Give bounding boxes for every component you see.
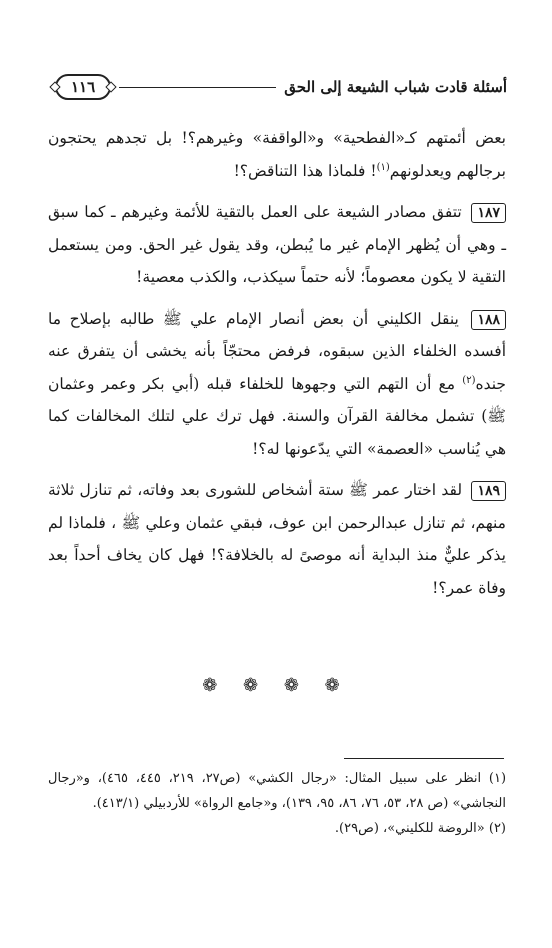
footnote-2: (٢) «الروضة للكليني»، (ص٢٩). [334,821,506,836]
page-header [55,70,507,104]
paragraph-text: مع أن التهم التي وجهوها للخلفاء قبله (أبي بكر وعمر وعثمان ﷺ) تشمل مخالفة القرآن والسنة. فهل ترك علي لتلك المخالفات كما هي يُناسب «العصمة» التي يدّعونها له؟! [48,374,506,458]
question-number-badge: ١٨٨ [471,310,506,330]
running-title: أسئلة قادت شباب الشيعة إلى الحق [284,78,507,96]
paragraph-text: لقد اختار عمر ﷺ ستة أشخاص للشورى بعد وفاته، ثم تنازل ثلاثة منهم، ثم تنازل عبدالرحمن ابن عوف، فبقي عثمان وعلي ﷺ ، فلماذا لم يذكر عليٌّ منذ البداية أنه موصىً له بالخلافة؟! فهل كان يخاف أحداً بعد وفاة عمر؟! [48,481,506,597]
header-rule [119,87,276,88]
footnote-ref: (١) [376,161,390,173]
question-187 [48,196,506,294]
paragraph-text: تتفق مصادر الشيعة على العمل بالتقية للأئمة وغيرهم ـ كما سبق ـ وهي أن يُظهر الإمام غير ما يُبطن، وقد يقول غير الحق. ومن يستعمل التقية لا يكون معصوماً؛ لأنه حتماً سيكذب، والكذب معصية! [48,203,506,286]
footnote-ref: (٢) [462,374,476,386]
main-text [48,122,506,613]
page-number: ١١٦ [55,74,111,100]
question-number-badge: ١٨٩ [471,481,506,501]
question-number-badge: ١٨٧ [471,203,506,223]
paragraph-text: ! فلماذا هذا التناقض؟! [233,161,377,180]
question-189 [48,474,506,604]
footnote-1: (١) انظر على سبيل المثال: «رجال الكشي» (ص٢٧، ٢١٩، ٤٤٥، ٤٦٥)، و«رجال النجاشي» (ص ٢٨، ٥٣، ٧٦، ٨٦، ٩٥، ١٣٩)، و«جامع الرواة» للأردبيلي (٤١٣/١). [48,771,507,811]
section-ornament: ❁ ❁ ❁ ❁ [202,675,350,696]
footnote-separator [344,758,504,759]
footnotes [48,766,506,841]
question-188 [48,303,506,466]
paragraph-text: ينقل الكليني أن بعض أنصار الإمام علي ﷺ طالبه بإصلاح ما أفسده الخلفاء الذين سبقوه، فرفض محتجّاً بأنه يخشى أن يتفرق عنه جنده [48,309,506,393]
paragraph-text: بعض أئمتهم كـ«الفطحية» و«الواقفة» وغيرهم؟! بل تجدهم يحتجون برجالهم ويعدلونهم [48,129,506,180]
paragraph-continuation [48,122,506,187]
